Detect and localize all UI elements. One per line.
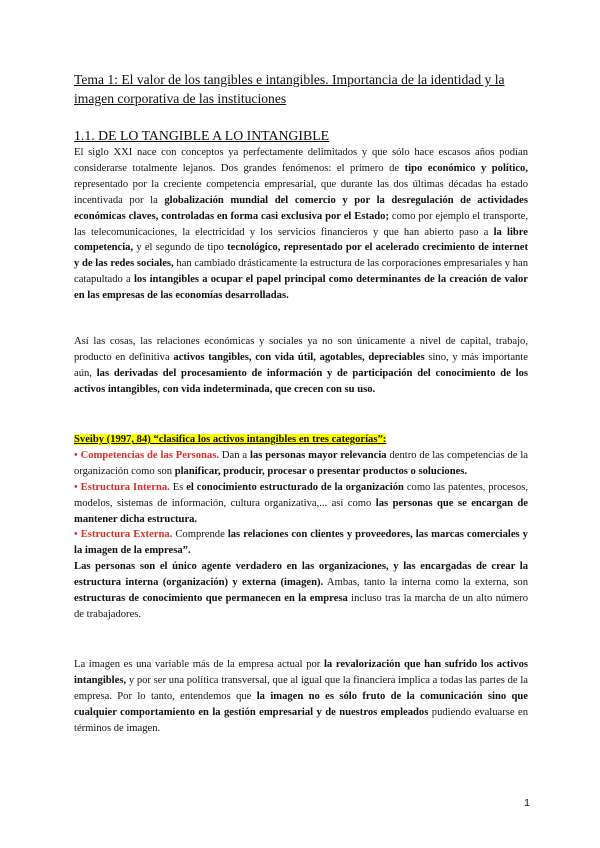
text-run: Comprende (172, 529, 228, 541)
category-estructura-interna: • Estructura Interna. (74, 481, 170, 493)
bold-run: las personas que se encargan de mantener dicha estructura. (74, 497, 528, 525)
page-number: 1 (524, 797, 530, 809)
text-run: como las patentes, procesos, modelos, sistemas de información, cultura organizativa,... así como (74, 481, 528, 509)
bold-run: las personas mayor relevancia (250, 449, 387, 461)
bold-run: la libre competencia, (74, 226, 528, 254)
bold-run: los intangibles a ocupar el papel principal como determinantes de la creación de valor en las empresas de las economías desarrolladas. (74, 274, 528, 302)
bold-run: el conocimiento estructurado de la organización (186, 481, 404, 493)
text-run: La imagen es una variable más de la empresa actual por (74, 659, 324, 670)
paragraph-image (74, 657, 528, 737)
bold-run: planificar, producir, procesar o presentar productos o soluciones. (174, 465, 468, 477)
paragraph-relations (74, 334, 528, 398)
text-run: incluso tras la marcha de un alto número de trabajadores. (74, 593, 528, 620)
text-run: y el segundo de tipo (133, 242, 228, 254)
paragraph-intro (74, 145, 528, 304)
text-run: dentro de las competencias de la organización como son (74, 449, 528, 477)
document-title: Tema 1: El valor de los tangibles e intangibles. Importancia de la identidad y la imagen corporativa de las instituciones (74, 72, 505, 106)
text-run: Es (169, 481, 187, 493)
text-run: Así las cosas, las relaciones económicas y sociales ya no son únicamente a nivel de capital, trabajo, producto en definitiva (74, 336, 528, 363)
text-run: y por ser una política transversal, que al igual que la financiera implica a todas las partes de la empresa. Por lo tanto, entendemos que (74, 674, 528, 702)
bold-run: activos tangibles, con vida útil, agotables, depreciables (173, 351, 425, 363)
bold-run: las derivadas del procesamiento de información y de participación del conocimiento de los activos intangibles, con vida indeterminada, que crecen con su uso. (74, 367, 528, 395)
paragraph-sveiby (74, 432, 528, 623)
bold-run: Las personas son el único agente verdadero en las organizaciones, y las encargadas de crear la estructura interna (organización) y externa (imagen). (74, 561, 528, 589)
bold-run: globalización mundial del comercio y por la desregulación de actividades económicas claves, controladas en forma casi exclusiva por el Estado; (74, 194, 528, 222)
text-run: El siglo XXI nace con conceptos ya perfectamente delimitados y que sólo hace escasos años podían considerarse totalmente lejanos. Dos grandes fenómenos: el primero de (74, 147, 528, 174)
text-run: Ambas, tanto la interna como la externa, son (323, 577, 528, 589)
category-competencias: • Competencias de las Personas. (74, 449, 220, 461)
bold-run: tipo económico y político, (404, 162, 528, 174)
bold-run: la revalorización que han sufrido los activos intangibles, (74, 659, 528, 686)
highlighted-citation: Sveiby (1997, 84) “clasifica los activos intangibles en tres categorías”: (74, 434, 387, 445)
text-run: representado por la creciente competencia empresarial, que durante las dos últimas décadas ha estado incentivada por la (74, 178, 528, 206)
text-run: han cambiado drásticamente la estructura de las corporaciones empresariales y han catapultado a (74, 258, 528, 286)
text-run: pudiendo evaluarse en términos de imagen. (74, 706, 529, 734)
category-estructura-externa: • Estructura Externa. (74, 529, 173, 541)
bold-run: tecnológico, representado por el acelerado crecimiento de internet y de las redes sociales, (74, 242, 528, 270)
section-heading: 1.1. DE LO TANGIBLE A LO INTANGIBLE (74, 128, 330, 143)
text-run: Dan a (219, 449, 251, 461)
bold-run: la imagen no es sólo fruto de la comunicación sino que cualquier comportamiento en la gestión empresarial y de nuestros empleados (74, 690, 529, 718)
bold-run: estructuras de conocimiento que permanecen en la empresa (74, 593, 348, 605)
bold-run: las relaciones con clientes y proveedores, las marcas comerciales y la imagen de la empresa”. (74, 529, 528, 557)
text-run: sino, y más importante aún, (74, 351, 528, 379)
text-run: como por ejemplo el transporte, las telecomunicaciones, la electricidad y los servicios financieros y que han abierto paso a (74, 210, 528, 238)
